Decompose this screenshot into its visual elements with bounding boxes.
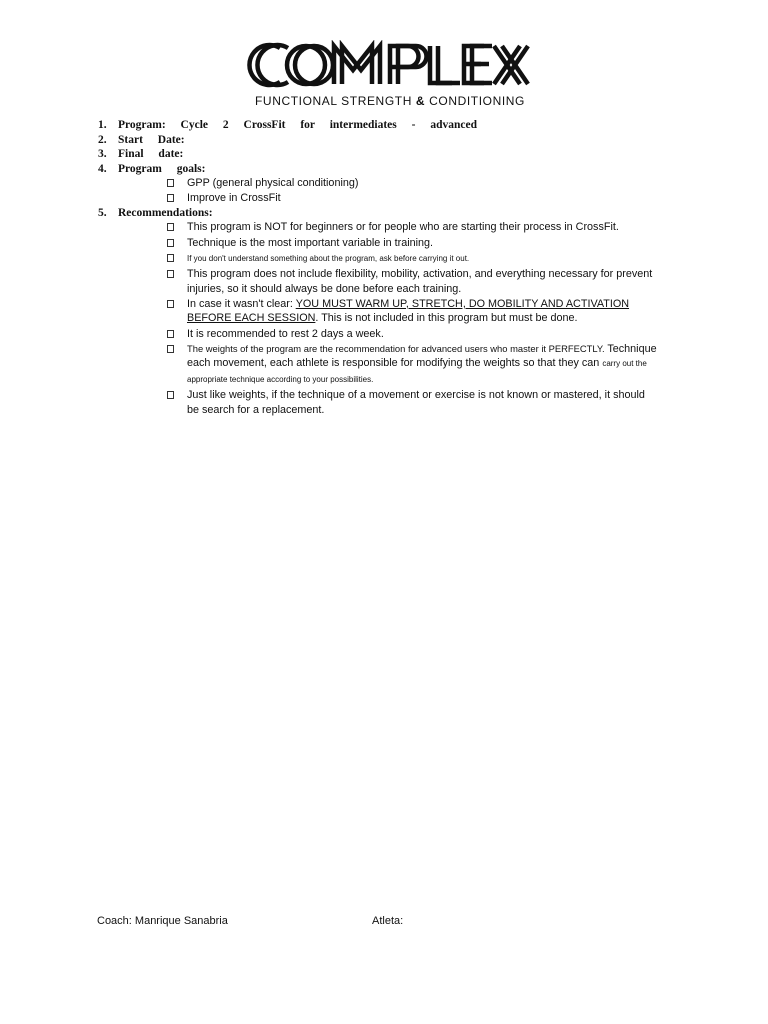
checkbox-bullet-icon	[167, 330, 174, 338]
goal-text: Improve in CrossFit	[187, 191, 281, 204]
logo-tagline	[250, 94, 530, 108]
goal-item	[96, 191, 657, 206]
warmup-emphasis-text: YOU MUST WARM UP, STRETCH, DO MOBILITY AND ACTIVATION BEFORE EACH SESSION	[187, 297, 630, 325]
coach-signature: Coach: Manrique Sanabria	[97, 915, 228, 927]
goal-text: GPP (general physical conditioning)	[187, 177, 359, 189]
checkbox-bullet-icon	[167, 300, 174, 308]
recommendation-text: Technique each movement, each athlete is responsible for modifying the weights so that they can	[187, 342, 657, 370]
recommendation-text: In case it wasn't clear:	[187, 297, 296, 310]
goals-list	[96, 176, 696, 206]
recommendations-list	[96, 220, 696, 417]
program-title: Program: Cycle 2 CrossFit for intermediates - advanced	[118, 119, 477, 131]
recommendations-item	[96, 206, 696, 221]
item-number: 5.	[98, 206, 107, 219]
recommendation-item	[96, 267, 657, 296]
program-outline	[96, 118, 696, 418]
checkbox-bullet-icon	[167, 391, 174, 399]
item-number: 3.	[98, 148, 107, 160]
checkbox-bullet-icon	[167, 270, 174, 278]
recommendation-text: It is recommended to rest 2 days a week.	[187, 327, 384, 340]
recommendation-item	[96, 236, 657, 251]
recommendation-item	[96, 327, 657, 342]
checkbox-bullet-icon	[167, 254, 174, 262]
recommendation-item	[96, 220, 657, 235]
recommendation-text: Just like weights, if the technique of a movement or exercise is not known or mastered, it should be search for a replacement.	[187, 389, 645, 416]
program-title-item	[96, 118, 696, 133]
athlete-signature: Atleta:	[372, 915, 404, 927]
checkbox-bullet-icon	[167, 239, 174, 247]
checkbox-bullet-icon	[167, 345, 174, 353]
item-number: 1.	[98, 119, 107, 131]
recommendation-text: This program does not include flexibility, mobility, activation, and everything necessary for prevent injuries, so it should always be done before each training.	[187, 268, 653, 295]
recommendation-text: Technique is the most important variable in training.	[187, 236, 434, 249]
recommendation-text: If you don't understand something about the program, ask before carrying it out.	[187, 253, 470, 263]
recommendation-item	[96, 342, 657, 388]
checkbox-bullet-icon	[167, 194, 174, 202]
recommendation-item	[96, 388, 657, 417]
checkbox-bullet-icon	[167, 179, 174, 187]
program-goals-item	[96, 162, 696, 177]
complex-wordmark	[236, 40, 536, 90]
start-date-item	[96, 133, 696, 148]
recommendation-item	[96, 251, 657, 267]
program-goals-heading: Program goals:	[118, 162, 206, 175]
recommendation-text: . This is not included in this program but must be done.	[315, 312, 578, 325]
tagline-text: FUNCTIONAL STRENGTH	[255, 94, 416, 108]
goal-item	[96, 176, 657, 191]
final-date-item	[96, 147, 696, 162]
recommendation-text: The weights of the program are the recommendation for advanced users who master it PERFECTLY.	[187, 342, 605, 354]
checkbox-bullet-icon	[167, 223, 174, 231]
recommendation-text: carry out the appropriate technique according to your possibilities.	[187, 359, 647, 384]
recommendation-item	[96, 297, 657, 326]
item-number: 4.	[98, 162, 107, 175]
tagline-text-end: CONDITIONING	[425, 94, 525, 108]
tagline-ampersand: &	[415, 94, 426, 108]
recommendation-text: This program is NOT for beginners or for people who are starting their process in CrossFit.	[187, 221, 619, 234]
final-date-label: Final date:	[118, 148, 184, 160]
start-date-label: Start Date:	[118, 133, 185, 146]
recommendations-heading: Recommendations:	[118, 206, 213, 219]
item-number: 2.	[98, 133, 107, 146]
complex-logo	[236, 40, 536, 110]
